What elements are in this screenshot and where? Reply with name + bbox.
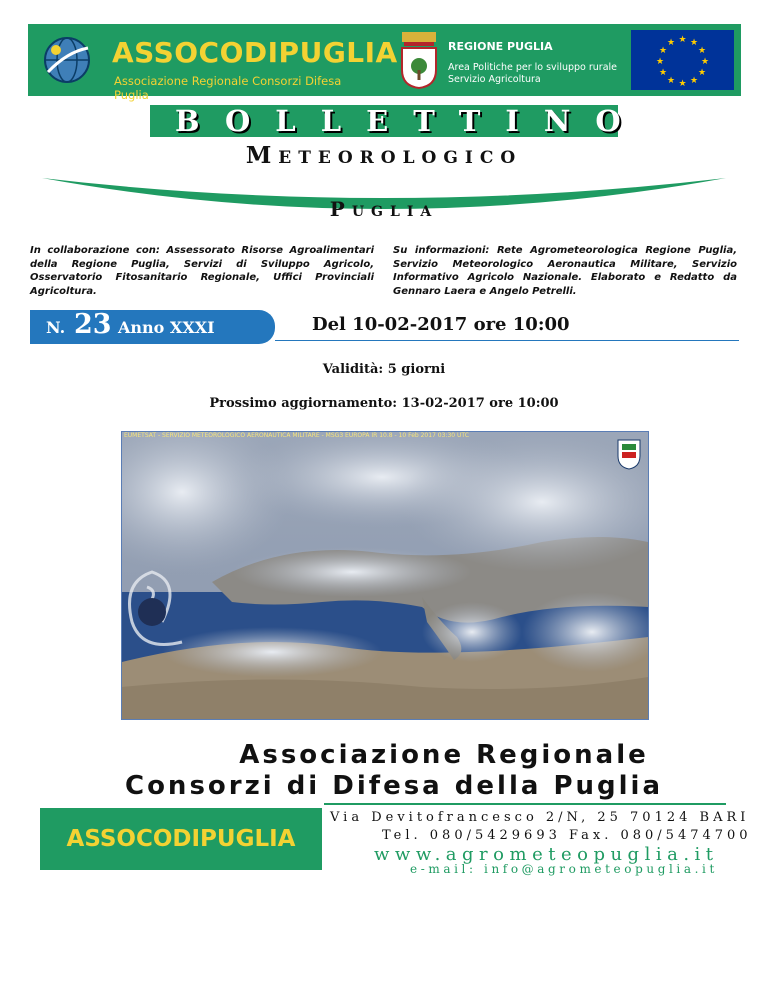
collaboration-text: In collaborazione con: Assessorato Risorse Agroalimentari della Regione Puglia, Servizi di Sviluppo Agricolo, Osservatorio Fitosanitario Regionale, Uffici Provinciali Agricoltura. xyxy=(30,245,374,297)
svg-text:★: ★ xyxy=(689,76,699,86)
assocodipuglia-logo xyxy=(38,30,398,102)
svg-text:★: ★ xyxy=(658,46,668,56)
header-banner xyxy=(28,24,741,102)
meteorologico-cap: M xyxy=(245,142,279,169)
footer-email-link[interactable]: e-mail: info@agrometeopuglia.it xyxy=(410,862,718,876)
svg-text:★: ★ xyxy=(666,76,676,86)
svg-text:★: ★ xyxy=(666,38,676,48)
footer-address: Via Devitofrancesco 2/N, 25 70124 BARI xyxy=(330,810,750,825)
svg-text:★: ★ xyxy=(655,57,665,67)
svg-text:★: ★ xyxy=(697,46,707,56)
sources-text: Su informazioni: Rete Agrometeorologica Regione Puglia, Servizio Meteorologico Aeronautica Militare, Servizio Informativo Agricolo Nazionale. Elaborato e Redatto da Gennaro Laera e Angelo Petrelli. xyxy=(393,245,737,297)
svg-text:★: ★ xyxy=(689,38,699,48)
issue-n-label: N. xyxy=(46,318,66,337)
validity-text: Validità: 5 giorni xyxy=(322,362,446,377)
svg-text:★: ★ xyxy=(700,57,710,67)
satellite-caption: EUMETSAT - SERVIZIO METEOROLOGICO AERONAUTICA MILITARE - MSG3 EUROPA IR 10.8 - 10 Feb 2017 03:30 UTC xyxy=(124,432,469,439)
region-name: REGIONE PUGLIA xyxy=(448,40,553,53)
bollettino-title: BOLLETTINO xyxy=(175,104,646,138)
footer-divider xyxy=(324,803,726,805)
footer-org-line2: Consorzi di Difesa della Puglia xyxy=(124,771,663,801)
puglia-title xyxy=(0,197,768,221)
satellite-image xyxy=(121,431,649,720)
footer-logo-text: ASSOCODIPUGLIA xyxy=(66,826,296,852)
region-dept-line2: Servizio Agricoltura xyxy=(448,74,541,85)
next-update-text: Prossimo aggiornamento: 13-02-2017 ore 10:00 xyxy=(209,396,559,411)
footer-phone: Tel. 080/5429693 Fax. 080/5474700 xyxy=(382,828,752,843)
issue-year: Anno XXXI xyxy=(118,318,215,337)
footer-website-link[interactable]: www.agrometeopuglia.it xyxy=(374,844,719,865)
org-subtitle: Associazione Regionale Consorzi Difesa Puglia xyxy=(114,74,342,102)
footer-org-line1: Associazione Regionale xyxy=(239,740,649,770)
svg-text:★: ★ xyxy=(678,35,687,45)
org-name: ASSOCODIPUGLIA xyxy=(112,36,398,69)
meteorologico-title xyxy=(0,142,768,169)
region-dept-line1: Area Politiche per lo sviluppo rurale xyxy=(448,62,618,73)
meteorologico-rest: ETEOROLOGICO xyxy=(278,148,523,168)
svg-text:★: ★ xyxy=(678,79,687,89)
issue-date: Del 10-02-2017 ore 10:00 xyxy=(312,314,570,335)
issue-number: 23 xyxy=(74,309,112,340)
footer-organization xyxy=(0,740,768,802)
issue-underline xyxy=(275,340,739,341)
puglia-rest: UGLIA xyxy=(351,204,439,220)
svg-text:★: ★ xyxy=(658,68,668,78)
satellite-map xyxy=(122,432,648,719)
globe-logo-icon xyxy=(38,32,96,88)
puglia-cap: P xyxy=(329,197,352,221)
aeronautica-crest-icon xyxy=(616,436,642,470)
svg-text:★: ★ xyxy=(697,68,707,78)
eu-flag-icon xyxy=(631,30,734,90)
regione-puglia-emblem-icon xyxy=(398,30,440,90)
